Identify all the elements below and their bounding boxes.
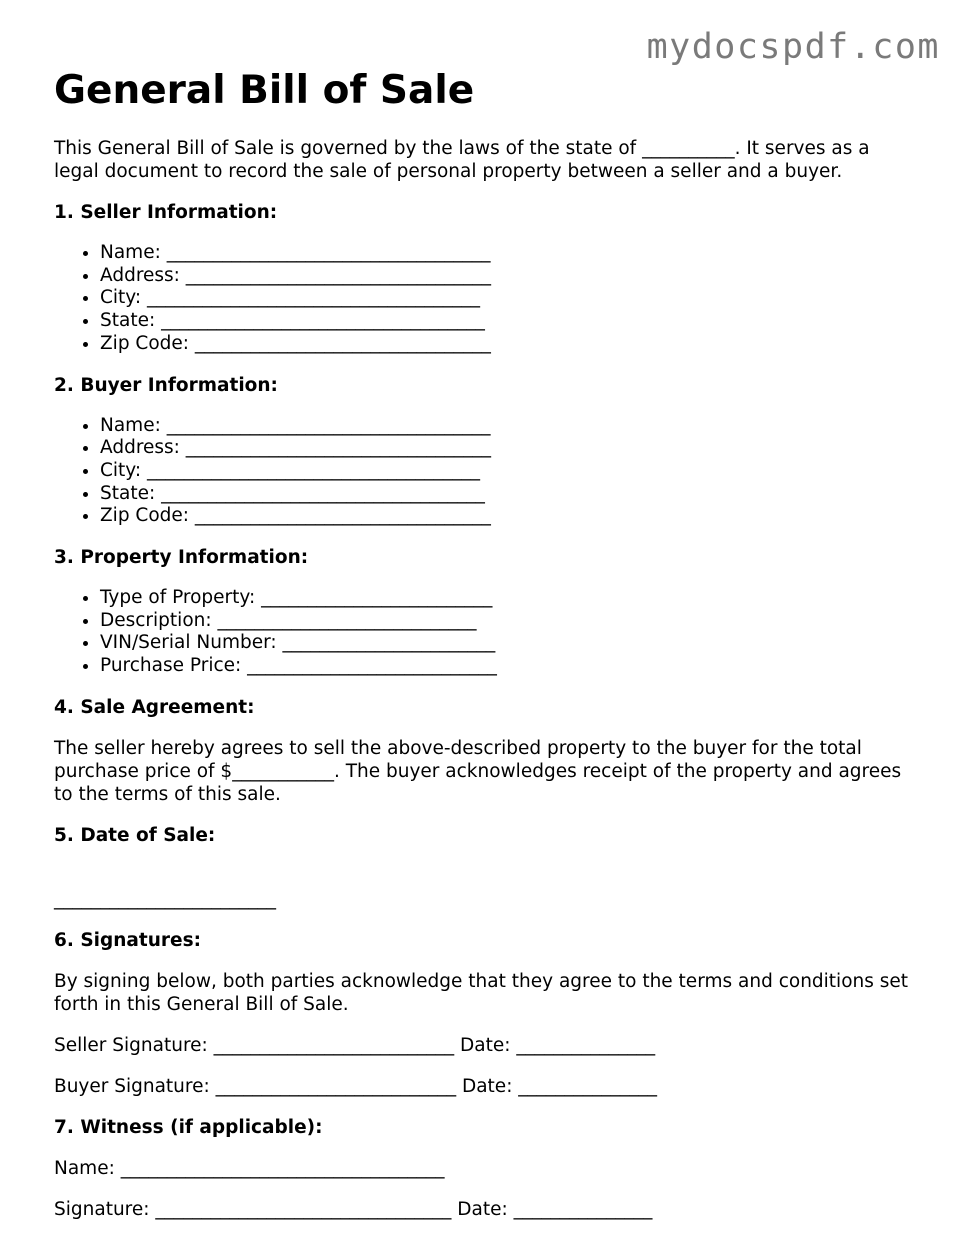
seller-fields-list — [54, 242, 914, 356]
buyer-name-field[interactable]: • Name: ___________________________________ — [100, 415, 914, 438]
property-fields-list — [54, 587, 914, 678]
property-heading: 3. Property Information: — [54, 547, 309, 569]
witness-name-line[interactable]: Name: ___________________________________ — [54, 1157, 445, 1179]
property-type-field[interactable]: • Type of Property: _________________________ — [100, 587, 914, 610]
seller-city-field[interactable]: • City: ____________________________________ — [100, 287, 914, 310]
witness-signature-line[interactable]: Signature: ________________________________ Date: _______________ — [54, 1198, 653, 1220]
document-page — [54, 68, 914, 1221]
watermark-text: mydocspdf.com — [646, 27, 940, 67]
date-of-sale-field[interactable]: ________________________ — [54, 888, 276, 910]
buyer-zip-field[interactable]: • Zip Code: ________________________________ — [100, 505, 914, 528]
signatures-heading: 6. Signatures: — [54, 929, 201, 951]
buyer-signature-line[interactable]: Buyer Signature: __________________________ Date: _______________ — [54, 1075, 658, 1097]
signatures-paragraph: By signing below, both parties acknowledge that they agree to the terms and conditions set forth in this General Bill of Sale. — [54, 970, 909, 1015]
witness-heading: 7. Witness (if applicable): — [54, 1116, 323, 1138]
buyer-fields-list — [54, 415, 914, 529]
property-price-field[interactable]: • Purchase Price: ___________________________ — [100, 655, 914, 678]
date-of-sale-heading: 5. Date of Sale: — [54, 824, 216, 846]
page-title: General Bill of Sale — [54, 68, 475, 113]
agreement-heading: 4. Sale Agreement: — [54, 696, 255, 718]
seller-signature-line[interactable]: Seller Signature: __________________________ Date: _______________ — [54, 1034, 656, 1056]
seller-zip-field[interactable]: • Zip Code: ________________________________ — [100, 333, 914, 356]
buyer-state-field[interactable]: • State: ___________________________________ — [100, 483, 914, 506]
property-vin-field[interactable]: • VIN/Serial Number: _______________________ — [100, 632, 914, 655]
seller-heading: 1. Seller Information: — [54, 202, 278, 223]
seller-address-field[interactable]: • Address: _________________________________ — [100, 265, 914, 288]
intro-paragraph: This General Bill of Sale is governed by the laws of the state of __________. It serves as a legal document to record the sale of personal property between a seller and a buyer. — [54, 138, 870, 182]
seller-state-field[interactable]: • State: ___________________________________ — [100, 310, 914, 333]
agreement-paragraph: The seller hereby agrees to sell the above-described property to the buyer for the total purchase price of $___________. The buyer acknowledges receipt of the property and agrees to the terms of this sale. — [54, 737, 902, 805]
buyer-city-field[interactable]: • City: ____________________________________ — [100, 460, 914, 483]
buyer-address-field[interactable]: • Address: _________________________________ — [100, 437, 914, 460]
seller-name-field[interactable]: • Name: ___________________________________ — [100, 242, 914, 265]
property-description-field[interactable]: • Description: ____________________________ — [100, 610, 914, 633]
buyer-heading: 2. Buyer Information: — [54, 374, 278, 396]
